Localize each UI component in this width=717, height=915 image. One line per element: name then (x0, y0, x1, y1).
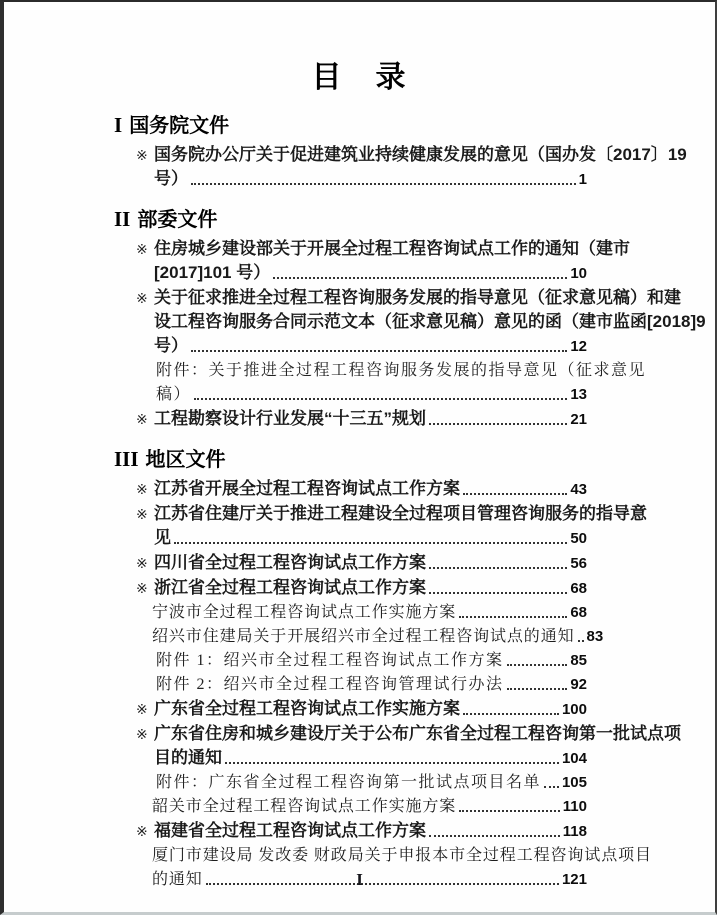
entry-text: 广东省全过程工程咨询试点工作实施方案 (154, 699, 460, 718)
toc-entry (4, 143, 715, 192)
leader-dots (174, 542, 567, 544)
entry-text: 福建省全过程工程咨询试点工作方案 (154, 821, 426, 840)
entry-line (154, 261, 587, 286)
toc-entry (4, 625, 715, 649)
entry-line (136, 477, 587, 502)
toc-entry (4, 477, 715, 502)
entry-text: 见 (154, 528, 171, 547)
entry-line (136, 819, 587, 844)
entry-line (136, 576, 587, 601)
entry-line (136, 697, 587, 722)
entry-page-number: 83 (586, 628, 604, 645)
toc-entry (4, 407, 715, 432)
leader-dots (273, 277, 567, 279)
section-label: 地区文件 (145, 449, 226, 471)
entry-page-number: 68 (570, 604, 587, 621)
entry-marker: ※ (136, 701, 148, 717)
entry-line (154, 746, 587, 771)
entry-line (136, 237, 630, 261)
entry-page-number: 118 (562, 823, 587, 840)
entry-line (136, 407, 587, 432)
entry-marker: ※ (136, 290, 148, 306)
entry-line (156, 673, 587, 697)
leader-dots (459, 810, 560, 812)
toc-entry (4, 359, 715, 407)
leader-dots (429, 567, 567, 569)
entry-text: 绍兴市住建局关于开展绍兴市全过程工程咨询试点的通知 (152, 628, 575, 645)
entry-page-number: 12 (570, 338, 587, 355)
entry-page-number: 104 (561, 750, 587, 767)
entry-marker: ※ (136, 481, 148, 497)
leader-dots (191, 350, 567, 352)
entry-text: 的通知 (152, 871, 203, 888)
entry-line (154, 526, 587, 551)
entry-text: 江苏省开展全过程工程咨询试点工作方案 (154, 479, 460, 498)
section-numeral: II (114, 207, 131, 231)
entry-page-number: 1 (578, 171, 587, 188)
entry-line (156, 649, 587, 673)
entry-text: 浙江省全过程工程咨询试点工作方案 (154, 578, 426, 597)
entry-page-number: 13 (570, 386, 587, 403)
entry-page-number: 10 (570, 265, 587, 282)
leader-dots (544, 786, 559, 788)
entry-text: 附件：广东省全过程工程咨询第一批试点项目名单 (156, 774, 542, 791)
toc-entry (4, 722, 715, 771)
section-label: 国务院文件 (129, 115, 230, 137)
entry-marker: ※ (136, 147, 148, 163)
toc-entry (4, 795, 715, 819)
entry-marker: ※ (136, 726, 148, 742)
section-heading (4, 204, 715, 235)
entry-line (136, 286, 681, 310)
leader-dots (225, 762, 559, 764)
entry-page-number: 92 (570, 676, 587, 693)
entry-line (136, 551, 587, 576)
entry-line (152, 795, 587, 819)
toc-entry (4, 286, 715, 359)
toc-entry (4, 502, 715, 551)
entry-line (154, 310, 706, 334)
entry-line (152, 601, 587, 625)
entry-text: 住房城乡建设部关于开展全过程工程咨询试点工作的通知（建市 (154, 239, 630, 258)
entry-text: 关于征求推进全过程工程咨询服务发展的指导意见（征求意见稿）和建 (154, 288, 681, 307)
toc-entry (4, 697, 715, 722)
leader-dots (194, 398, 567, 400)
leader-dots (463, 713, 559, 715)
leader-dots (578, 640, 584, 642)
entry-line (156, 359, 647, 383)
section-heading (4, 444, 715, 475)
entry-page-number: 100 (561, 701, 587, 718)
entry-line (136, 722, 681, 746)
entry-marker: ※ (136, 555, 148, 571)
entry-text: 设工程咨询服务合同示范文本（征求意见稿）意见的函（建市监函[2018]9 (154, 312, 706, 331)
entry-text: 稿） (156, 386, 192, 403)
leader-dots (191, 183, 576, 185)
toc-entry (4, 771, 715, 795)
entry-line (152, 844, 652, 868)
leader-dots (429, 423, 567, 425)
entry-page-number: 105 (561, 774, 587, 791)
toc-entry (4, 649, 715, 673)
entry-text: 江苏省住建厅关于推进工程建设全过程项目管理咨询服务的指导意 (154, 504, 647, 523)
entry-line (136, 502, 647, 526)
page-title: 目 录 (311, 61, 408, 94)
toc-entry (4, 237, 715, 286)
leader-dots (459, 616, 567, 618)
entry-page-number: 85 (570, 652, 587, 669)
entry-page-number: 50 (570, 530, 587, 547)
entry-line (154, 334, 587, 359)
entry-page-number: 56 (570, 555, 587, 572)
entry-marker: ※ (136, 580, 148, 596)
entry-text: 韶关市全过程工程咨询试点工作实施方案 (152, 798, 457, 815)
entry-text: 工程勘察设计行业发展“十三五”规划 (154, 409, 426, 428)
toc-entry (4, 819, 715, 844)
entry-text: 目的通知 (154, 748, 222, 767)
entry-page-number: 121 (561, 871, 587, 888)
entry-text: 附件 1：绍兴市全过程工程咨询试点工作方案 (156, 652, 504, 669)
entry-text: 宁波市全过程工程咨询试点工作实施方案 (152, 604, 457, 621)
leader-dots (463, 493, 567, 495)
entry-text: 附件：关于推进全过程工程咨询服务发展的指导意见（征求意见 (156, 362, 647, 379)
section-heading (4, 110, 715, 141)
leader-dots (507, 688, 568, 690)
entry-page-number: 21 (570, 411, 587, 428)
entry-line (156, 383, 587, 407)
entry-line (156, 771, 587, 795)
entry-text: [2017]101 号） (154, 263, 271, 282)
entry-marker: ※ (136, 411, 148, 427)
section-label: 部委文件 (137, 209, 218, 231)
entry-text: 附件 2：绍兴市全过程工程咨询管理试行办法 (156, 676, 504, 693)
toc-entry (4, 673, 715, 697)
entry-line (152, 625, 604, 649)
entry-page-number: 43 (570, 481, 587, 498)
toc (4, 110, 715, 892)
entry-text: 厦门市建设局 发改委 财政局关于申报本市全过程工程咨询试点项目 (152, 847, 652, 864)
toc-entry (4, 601, 715, 625)
entry-text: 号） (154, 169, 188, 188)
entry-line (154, 167, 587, 192)
leader-dots (429, 592, 567, 594)
leader-dots (429, 835, 560, 837)
entry-text: 国务院办公厅关于促进建筑业持续健康发展的意见（国办发〔2017〕19 (154, 145, 687, 164)
section-numeral: III (114, 447, 139, 471)
footer-page-number: I (356, 870, 363, 889)
toc-entry (4, 551, 715, 576)
entry-line (136, 143, 687, 167)
entry-text: 号） (154, 336, 188, 355)
toc-entry (4, 576, 715, 601)
entry-marker: ※ (136, 823, 148, 839)
entry-text: 广东省住房和城乡建设厅关于公布广东省全过程工程咨询第一批试点项 (154, 724, 681, 743)
section-numeral: I (114, 113, 123, 137)
leader-dots (507, 664, 568, 666)
entry-page-number: 68 (570, 580, 587, 597)
entry-text: 四川省全过程工程咨询试点工作方案 (154, 553, 426, 572)
entry-marker: ※ (136, 506, 148, 522)
entry-marker: ※ (136, 241, 148, 257)
entry-page-number: 110 (562, 798, 587, 815)
